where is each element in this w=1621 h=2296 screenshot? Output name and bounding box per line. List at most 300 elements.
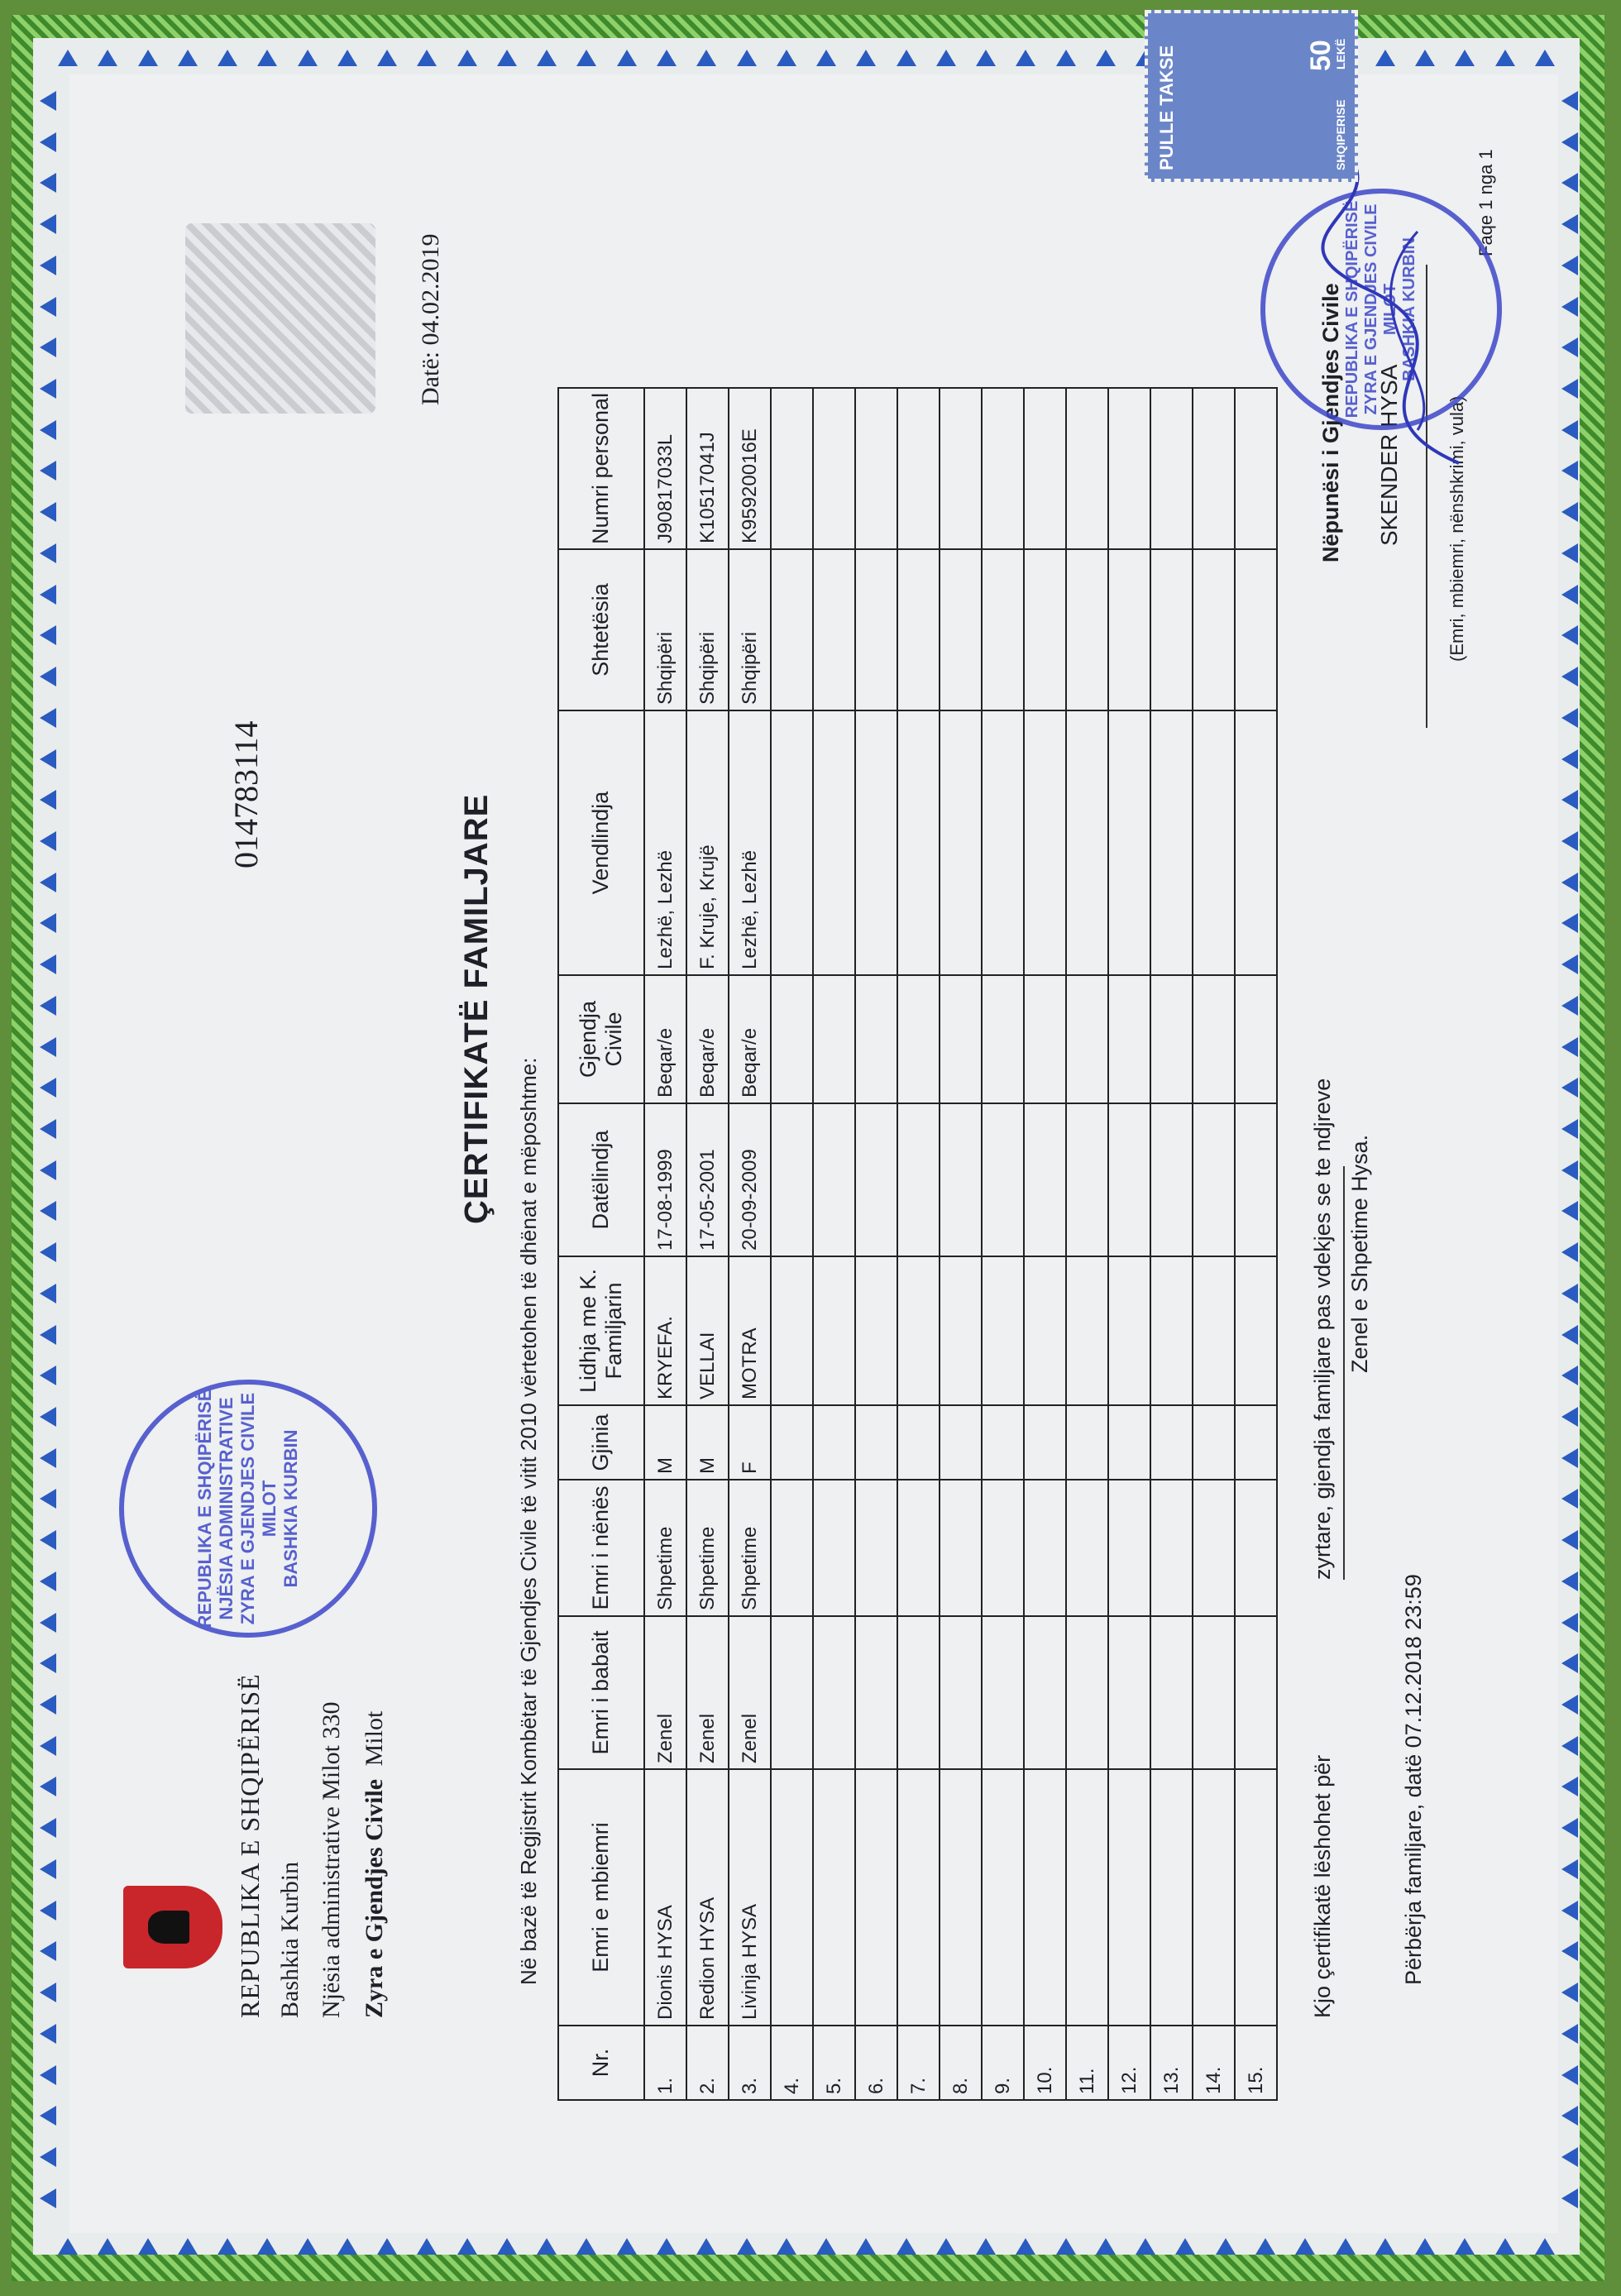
border-triangle-icon	[617, 2238, 637, 2255]
border-triangle-icon	[1561, 1695, 1578, 1715]
table-cell	[771, 1769, 813, 2026]
header-office-label: Zyra e Gjendjes Civile	[361, 1778, 388, 2018]
border-triangle-icon	[40, 173, 56, 193]
table-cell	[940, 1405, 982, 1480]
table-cell	[897, 1480, 940, 1616]
border-triangle-icon	[1561, 1284, 1578, 1303]
border-triangle-icon	[1096, 50, 1116, 66]
border-triangle-icon	[1535, 50, 1555, 66]
border-triangle-icon	[337, 50, 357, 66]
document-date: Datë: 04.02.2019	[417, 233, 444, 405]
table-cell	[982, 549, 1024, 710]
border-triangle-icon	[40, 2024, 56, 2044]
officer-caption: (Emri, mbiemri, nënshkrimi, vula)	[1446, 395, 1467, 662]
table-header-cell: Numri personal	[558, 388, 644, 549]
table-cell: 3.	[729, 2026, 771, 2100]
table-row	[1150, 388, 1193, 2100]
table-cell	[1193, 975, 1235, 1103]
table-cell: Shpetime	[686, 1480, 729, 1616]
table-cell	[771, 1256, 813, 1405]
table-cell	[771, 388, 813, 549]
table-cell	[897, 1405, 940, 1480]
border-triangle-icon	[40, 1736, 56, 1756]
table-cell	[1024, 975, 1066, 1103]
table-cell: Lezhë, Lezhë	[729, 710, 771, 975]
table-row	[686, 388, 729, 2100]
border-triangle-icon	[1056, 50, 1076, 66]
border-triangle-icon	[40, 585, 56, 605]
border-triangle-icon	[1495, 50, 1515, 66]
border-triangle-icon	[1415, 50, 1435, 66]
border-triangle-icon	[1561, 379, 1578, 399]
table-cell	[813, 1769, 855, 2026]
border-triangle-icon	[1561, 585, 1578, 605]
border-triangle-icon	[40, 625, 56, 645]
border-triangle-icon	[40, 1242, 56, 1262]
table-cell	[1108, 1405, 1150, 1480]
border-triangle-icon	[218, 50, 237, 66]
table-cell: 20-09-2009	[729, 1103, 771, 1256]
border-triangle-icon	[40, 256, 56, 275]
border-triangle-icon	[1561, 790, 1578, 810]
table-cell: 12.	[1108, 2026, 1150, 2100]
table-cell	[1193, 1103, 1235, 1256]
table-cell	[1108, 549, 1150, 710]
border-triangle-icon	[1136, 2238, 1155, 2255]
family-register-table	[557, 387, 1278, 2101]
table-cell	[1193, 1405, 1235, 1480]
table-cell: Zenel	[644, 1616, 686, 1769]
table-cell	[982, 1616, 1024, 1769]
border-triangle-icon	[1561, 1901, 1578, 1921]
border-triangle-icon	[1375, 50, 1395, 66]
table-cell	[1066, 975, 1108, 1103]
border-triangles-bottom	[58, 2238, 1555, 2255]
border-triangle-icon	[40, 132, 56, 152]
table-cell	[813, 1616, 855, 1769]
border-triangle-icon	[40, 1078, 56, 1098]
border-triangle-icon	[1561, 214, 1578, 234]
border-triangle-icon	[138, 2238, 158, 2255]
border-triangle-icon	[40, 831, 56, 851]
border-triangle-icon	[40, 996, 56, 1016]
border-triangle-icon	[1561, 1201, 1578, 1221]
table-cell	[897, 1103, 940, 1256]
table-cell: 8.	[940, 2026, 982, 2100]
border-triangle-icon	[1561, 708, 1578, 728]
border-triangle-icon	[1561, 954, 1578, 974]
border-triangle-icon	[856, 2238, 876, 2255]
table-cell	[1024, 710, 1066, 975]
border-triangle-icon	[40, 1653, 56, 1673]
border-triangle-icon	[1561, 1242, 1578, 1262]
border-triangle-icon	[816, 2238, 836, 2255]
border-triangle-icon	[1561, 1941, 1578, 1961]
table-cell: 1.	[644, 2026, 686, 2100]
table-cell	[771, 975, 813, 1103]
border-triangle-icon	[856, 50, 876, 66]
table-cell	[813, 710, 855, 975]
table-cell	[940, 1480, 982, 1616]
border-triangle-icon	[1561, 1119, 1578, 1139]
stamp-left-text1: REPUBLIKA E SHQIPËRISË	[194, 1389, 215, 1629]
border-triangle-icon	[1561, 91, 1578, 111]
header-office-place: Milot	[361, 1710, 388, 1767]
border-triangle-icon	[657, 2238, 677, 2255]
table-cell	[813, 388, 855, 549]
table-cell	[982, 1405, 1024, 1480]
document-number: 014783114	[227, 720, 265, 868]
table-cell	[1193, 1769, 1235, 2026]
border-triangle-icon	[1056, 2238, 1076, 2255]
table-cell	[1235, 975, 1277, 1103]
table-cell	[813, 1405, 855, 1480]
table-cell	[1024, 549, 1066, 710]
table-cell: Beqar/e	[729, 975, 771, 1103]
table-cell	[771, 1405, 813, 1480]
table-body	[644, 388, 1277, 2100]
border-triangle-icon	[777, 2238, 796, 2255]
border-triangle-icon	[40, 2188, 56, 2208]
border-triangle-icon	[40, 2065, 56, 2085]
stamp-right-text4: MILOT	[1381, 283, 1399, 336]
border-triangle-icon	[1561, 667, 1578, 686]
table-cell	[897, 549, 940, 710]
officer-name: SKENDER HYSA	[1376, 364, 1402, 546]
border-triangle-icon	[40, 1859, 56, 1879]
border-triangle-icon	[1561, 2147, 1578, 2167]
table-cell	[1066, 549, 1108, 710]
border-triangle-icon	[1561, 1736, 1578, 1756]
border-triangle-icon	[936, 50, 956, 66]
table-header-cell: Emri i nënës	[558, 1480, 644, 1616]
border-triangle-icon	[737, 50, 757, 66]
table-cell: Livinja HYSA	[729, 1769, 771, 2026]
border-triangle-icon	[40, 1941, 56, 1961]
table-cell	[1150, 1769, 1193, 2026]
border-triangle-icon	[40, 543, 56, 563]
table-cell	[982, 1256, 1024, 1405]
border-triangle-icon	[1561, 1366, 1578, 1385]
table-cell: J90817033L	[644, 388, 686, 549]
border-triangle-icon	[1561, 996, 1578, 1016]
table-cell	[1066, 1405, 1108, 1480]
tax-stamp-unit: LEKË	[1334, 38, 1347, 69]
table-cell	[1150, 1103, 1193, 1256]
border-triangle-icon	[58, 50, 78, 66]
border-triangle-icon	[1561, 543, 1578, 563]
border-triangle-icon	[1561, 173, 1578, 193]
border-triangle-icon	[417, 2238, 437, 2255]
tax-stamp-value: 50	[1305, 40, 1336, 71]
border-triangles-left	[40, 91, 60, 2208]
header-country: REPUBLIKA E SHQIPËRISË	[235, 1673, 265, 2018]
border-triangle-icon	[1455, 2238, 1475, 2255]
border-triangle-icon	[40, 749, 56, 769]
border-triangle-icon	[40, 1489, 56, 1509]
table-header-cell: Nr.	[558, 2026, 644, 2100]
table-cell	[771, 710, 813, 975]
border-triangle-icon	[40, 1325, 56, 1345]
border-triangle-icon	[40, 790, 56, 810]
table-cell	[855, 388, 897, 549]
border-triangle-icon	[696, 2238, 716, 2255]
border-triangle-icon	[1561, 831, 1578, 851]
table-cell: 2.	[686, 2026, 729, 2100]
header-admin-unit: Njësia administrative Milot 330	[318, 1701, 345, 2018]
stamp-left-text5: BASHKIA KURBIN	[280, 1429, 301, 1588]
table-cell	[1150, 1405, 1193, 1480]
table-cell	[940, 1769, 982, 2026]
table-cell	[1066, 1616, 1108, 1769]
border-triangle-icon	[40, 873, 56, 892]
border-triangle-icon	[1375, 2238, 1395, 2255]
border-triangle-icon	[537, 50, 557, 66]
border-triangle-icon	[40, 379, 56, 399]
border-triangle-icon	[40, 2147, 56, 2167]
border-triangle-icon	[1561, 1530, 1578, 1550]
border-triangle-icon	[777, 50, 796, 66]
border-triangle-icon	[1096, 2238, 1116, 2255]
table-cell	[940, 1616, 982, 1769]
table-cell: 13.	[1150, 2026, 1193, 2100]
border-triangle-icon	[1561, 1613, 1578, 1633]
border-triangle-icon	[617, 50, 637, 66]
table-cell	[855, 549, 897, 710]
border-triangle-icon	[40, 708, 56, 728]
table-cell	[1235, 1256, 1277, 1405]
table-cell	[1193, 388, 1235, 549]
border-triangle-icon	[1561, 132, 1578, 152]
table-cell: Shqipëri	[686, 549, 729, 710]
table-cell	[940, 710, 982, 975]
table-cell	[1108, 388, 1150, 549]
table-cell	[1108, 1103, 1150, 1256]
border-triangle-icon	[40, 667, 56, 686]
issued-for-prefix: Kjo çertifikatë lëshohet për	[1310, 1754, 1335, 2018]
border-triangle-icon	[1561, 1448, 1578, 1468]
table-cell	[940, 975, 982, 1103]
certificate-intro: Në bazë të Regjistrit Kombëtar të Gjendjes Civile të vitit 2010 vërtetohen të dhënat e mëposhtme:	[516, 1057, 541, 1985]
table-header-cell: Emri e mbiemri	[558, 1769, 644, 2026]
table-cell	[1108, 1480, 1150, 1616]
issued-for-purpose: zyrtare, gjendja familjare pas vdekjes se te ndjreve	[1310, 1078, 1335, 1580]
border-triangle-icon	[257, 2238, 277, 2255]
table-cell: M	[686, 1405, 729, 1480]
table-cell	[771, 1480, 813, 1616]
table-cell	[940, 549, 982, 710]
border-triangle-icon	[936, 2238, 956, 2255]
border-triangle-icon	[1561, 2188, 1578, 2208]
border-triangle-icon	[1561, 1160, 1578, 1180]
border-triangle-icon	[40, 502, 56, 522]
table-cell	[897, 1256, 940, 1405]
border-triangle-icon	[40, 1901, 56, 1921]
border-triangle-icon	[537, 2238, 557, 2255]
border-triangle-icon	[1561, 420, 1578, 440]
border-triangle-icon	[40, 91, 56, 111]
table-cell: Shpetime	[729, 1480, 771, 1616]
table-cell	[1066, 388, 1108, 549]
border-triangle-icon	[178, 2238, 198, 2255]
table-header-cell: Emri i babait	[558, 1616, 644, 1769]
stamp-left-text4: MILOT	[259, 1480, 280, 1538]
border-triangle-icon	[98, 2238, 117, 2255]
border-triangle-icon	[40, 214, 56, 234]
table-row	[771, 388, 813, 2100]
border-triangle-icon	[457, 2238, 477, 2255]
border-triangle-icon	[1495, 2238, 1515, 2255]
border-triangle-icon	[1175, 2238, 1195, 2255]
table-header-cell: Lidhja me K. Familjarin	[558, 1256, 644, 1405]
table-cell	[1024, 388, 1066, 549]
table-cell: 17-05-2001	[686, 1103, 729, 1256]
table-cell: Dionis HYSA	[644, 1769, 686, 2026]
border-triangle-icon	[576, 2238, 596, 2255]
table-cell	[897, 1616, 940, 1769]
border-triangle-icon	[377, 2238, 397, 2255]
border-triangle-icon	[1016, 2238, 1035, 2255]
stamp-right-text3: ZYRA E GJENDJES CIVILE	[1362, 203, 1380, 415]
table-cell	[1066, 1769, 1108, 2026]
border-triangle-icon	[377, 50, 397, 66]
table-cell	[982, 1769, 1024, 2026]
page-counter: Faqe 1 nga 1	[1475, 149, 1496, 256]
border-triangle-icon	[497, 2238, 517, 2255]
table-cell: K95920016E	[729, 388, 771, 549]
table-cell: Shqipëri	[644, 549, 686, 710]
table-cell	[1108, 1769, 1150, 2026]
border-triangle-icon	[1561, 1078, 1578, 1098]
border-triangle-icon	[1336, 2238, 1356, 2255]
border-triangle-icon	[576, 50, 596, 66]
border-triangle-icon	[1295, 2238, 1315, 2255]
border-triangle-icon	[138, 50, 158, 66]
table-cell	[771, 549, 813, 710]
border-triangle-icon	[1561, 1325, 1578, 1345]
table-cell	[982, 710, 1024, 975]
table-row	[1066, 388, 1108, 2100]
table-cell	[1235, 388, 1277, 549]
table-cell	[1150, 1616, 1193, 1769]
table-cell	[940, 1103, 982, 1256]
table-cell: MOTRA	[729, 1256, 771, 1405]
table-cell: 4.	[771, 2026, 813, 2100]
table-cell	[1150, 1480, 1193, 1616]
header-office	[361, 1711, 389, 2018]
table-cell	[813, 1256, 855, 1405]
table-cell	[1150, 388, 1193, 549]
table-cell	[1235, 549, 1277, 710]
family-composition-date: Përbërja familjare, datë 07.12.2018 23:59	[1401, 1574, 1426, 1985]
border-triangle-icon	[1216, 2238, 1236, 2255]
table-cell	[1235, 1103, 1277, 1256]
table-row	[897, 388, 940, 2100]
table-row	[1235, 388, 1277, 2100]
table-cell	[1193, 710, 1235, 975]
table-cell	[1193, 549, 1235, 710]
border-triangle-icon	[1561, 461, 1578, 481]
border-triangle-icon	[657, 50, 677, 66]
border-triangle-icon	[40, 1201, 56, 1221]
table-row	[644, 388, 686, 2100]
border-triangle-icon	[40, 913, 56, 933]
border-triangle-icon	[40, 297, 56, 317]
border-triangle-icon	[816, 50, 836, 66]
table-cell	[1108, 710, 1150, 975]
border-triangle-icon	[457, 50, 477, 66]
tax-stamp-issuer: SHQIPERISE	[1334, 99, 1347, 170]
border-triangle-icon	[1455, 50, 1475, 66]
border-triangle-icon	[40, 954, 56, 974]
table-cell	[982, 975, 1024, 1103]
border-triangle-icon	[178, 50, 198, 66]
border-triangle-icon	[1561, 502, 1578, 522]
table-header-cell: Gjendja Civile	[558, 975, 644, 1103]
border-triangle-icon	[1255, 2238, 1275, 2255]
border-triangle-icon	[1561, 749, 1578, 769]
table-cell	[1235, 1405, 1277, 1480]
table-cell: 11.	[1066, 2026, 1108, 2100]
border-triangle-icon	[737, 2238, 757, 2255]
certificate-title: ÇERTIFIKATË FAMILJARE	[458, 793, 495, 1224]
table-cell: Redion HYSA	[686, 1769, 729, 2026]
table-cell	[855, 1480, 897, 1616]
table-cell	[1235, 710, 1277, 975]
table-cell: K10517041J	[686, 388, 729, 549]
border-triangle-icon	[40, 1407, 56, 1427]
table-header-cell: Vendlindja	[558, 710, 644, 975]
table-cell	[897, 975, 940, 1103]
table-cell: 5.	[813, 2026, 855, 2100]
albania-emblem-icon	[123, 1886, 222, 1968]
border-triangles-right	[1561, 91, 1581, 2208]
table-cell	[1024, 1256, 1066, 1405]
table-cell: Shpetime	[644, 1480, 686, 1616]
table-cell	[771, 1616, 813, 1769]
table-cell: VELLAI	[686, 1256, 729, 1405]
table-row	[729, 388, 771, 2100]
table-cell	[940, 388, 982, 549]
table-header-cell: Gjinia	[558, 1405, 644, 1480]
table-cell	[1024, 1480, 1066, 1616]
border-triangle-icon	[40, 1613, 56, 1633]
border-triangle-icon	[417, 50, 437, 66]
border-triangle-icon	[1535, 2238, 1555, 2255]
table-cell	[897, 710, 940, 975]
table-cell: 9.	[982, 2026, 1024, 2100]
table-cell	[1066, 710, 1108, 975]
border-triangle-icon	[1561, 1037, 1578, 1057]
border-triangle-icon	[1561, 873, 1578, 892]
table-cell	[982, 1480, 1024, 1616]
border-triangle-icon	[1561, 1571, 1578, 1591]
table-cell	[813, 549, 855, 710]
table-row	[1193, 388, 1235, 2100]
table-cell: KRYEFA.	[644, 1256, 686, 1405]
table-cell: Shqipëri	[729, 549, 771, 710]
table-cell	[897, 1769, 940, 2026]
table-row	[1108, 388, 1150, 2100]
table-cell	[855, 975, 897, 1103]
table-cell	[1024, 1103, 1066, 1256]
table-row	[855, 388, 897, 2100]
border-triangle-icon	[976, 2238, 996, 2255]
table-row	[1024, 388, 1066, 2100]
table-cell	[982, 1103, 1024, 1256]
table-cell	[1150, 975, 1193, 1103]
table-cell: Beqar/e	[686, 975, 729, 1103]
